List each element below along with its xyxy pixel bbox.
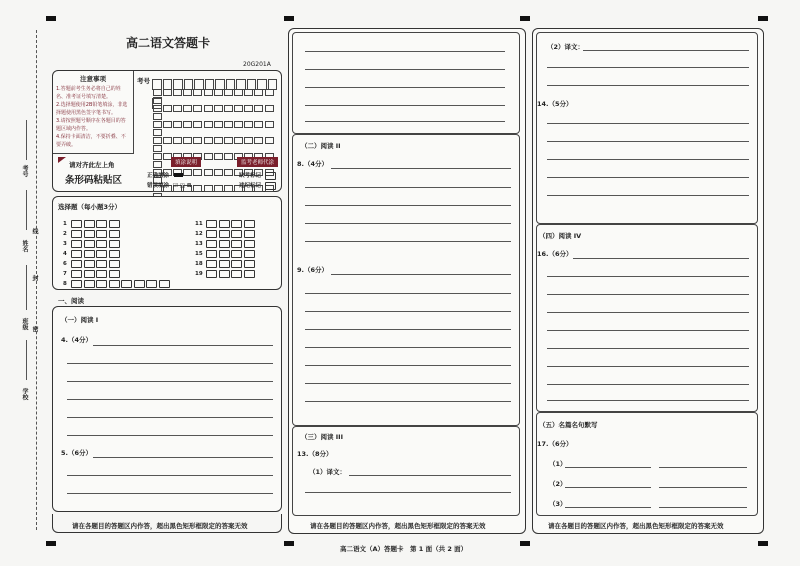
answer-line[interactable] — [331, 274, 511, 275]
wrong-fill-text: 错误填涂 — [147, 183, 170, 189]
correct-fill-label — [147, 171, 183, 179]
subsection-title: （四）阅读 IV — [539, 232, 582, 240]
answer-line[interactable] — [547, 141, 749, 142]
answer-line[interactable] — [547, 330, 749, 331]
answer-line[interactable] — [67, 475, 273, 476]
footer-warning: 请在各题目的答题区内作答，超出黑色矩形框限定的答案无效 — [548, 522, 724, 530]
middle-panel-reading3 — [292, 426, 520, 516]
answer-line[interactable] — [305, 51, 505, 52]
right-panel-quotes — [536, 412, 758, 516]
answer-line[interactable] — [305, 383, 511, 384]
answer-line[interactable] — [573, 258, 749, 259]
choice-right-column[interactable]: 11 12 13 15 18 19 — [195, 219, 256, 279]
answer-line[interactable] — [547, 400, 749, 401]
absent-mark-box[interactable] — [265, 172, 276, 180]
question-5-label: 5.（6分） — [61, 449, 93, 457]
answer-line[interactable] — [547, 294, 749, 295]
answer-line[interactable] — [547, 85, 749, 86]
notice-list — [53, 83, 133, 151]
answer-line[interactable] — [305, 223, 511, 224]
column-frame — [52, 514, 282, 533]
info-panel — [52, 70, 282, 192]
answer-line[interactable] — [547, 348, 749, 349]
registration-mark — [46, 541, 56, 546]
choice-panel — [52, 196, 282, 290]
side-label-kaohao: 考号 — [21, 165, 28, 177]
answer-line[interactable] — [305, 121, 505, 122]
notice-box — [53, 71, 134, 154]
middle-panel-top — [292, 32, 520, 134]
violation-mark-box[interactable] — [265, 182, 276, 190]
proctor-tag: 监考老师代涂 — [237, 157, 278, 167]
blank-1-label: （1） — [549, 460, 567, 468]
question-17-label: 17.（6分） — [537, 440, 573, 448]
answer-line[interactable] — [305, 347, 511, 348]
right-panel-top — [536, 32, 758, 224]
answer-line[interactable] — [565, 467, 651, 468]
question-13-1-label: （1）译文： — [309, 468, 347, 476]
answer-line[interactable] — [659, 487, 747, 488]
paper-code: 20G201A — [243, 61, 271, 68]
reading-panel-left — [52, 306, 282, 512]
answer-line[interactable] — [547, 384, 749, 385]
absent-mark-label — [239, 171, 277, 180]
notice-item: 3.请按照题号顺序在各题目的答题区域内作答。 — [56, 118, 126, 132]
answer-line[interactable] — [305, 293, 511, 294]
question-13-2-label: （2）译文： — [547, 43, 585, 51]
page-footer: 高二语文（A）答题卡 第 1 面（共 2 面） — [340, 545, 468, 553]
violation-mark-text: 违纪标记 — [239, 183, 262, 189]
page-title: 高二语文答题卡 — [126, 36, 211, 50]
side-underline — [26, 120, 27, 160]
barcode-hint: 请对齐此左上角 — [69, 161, 115, 169]
subsection-title: （一）阅读 I — [61, 316, 99, 324]
answer-line[interactable] — [305, 205, 511, 206]
blank-2-label: （2） — [549, 480, 567, 488]
notice-item: 1.答题前考生务必将自己的姓名、准考证号填写清楚。 — [56, 86, 121, 100]
subsection-title: （三）阅读 III — [301, 433, 344, 441]
side-label-mi: 密 — [31, 326, 38, 332]
barcode-corner-icon — [58, 157, 66, 163]
answer-line[interactable] — [305, 87, 505, 88]
answer-line[interactable] — [305, 311, 511, 312]
side-label-banji: 班级 — [21, 318, 28, 330]
answer-line[interactable] — [659, 507, 747, 508]
answer-line[interactable] — [547, 159, 749, 160]
notice-item: 2.选择题使用2B铅笔填涂，非选择题使用黑色签字笔书写。 — [56, 102, 128, 116]
registration-mark — [520, 541, 530, 546]
exam-number-label: 考号 — [137, 77, 150, 85]
wrong-fill-label — [147, 181, 192, 189]
answer-line[interactable] — [305, 329, 511, 330]
answer-line[interactable] — [305, 365, 511, 366]
answer-line[interactable] — [547, 276, 749, 277]
answer-line[interactable] — [305, 105, 505, 106]
violation-mark-label — [239, 181, 277, 190]
answer-line[interactable] — [305, 241, 511, 242]
notice-item: 4.保持卡面清洁，不要折叠、不要弄破。 — [56, 134, 126, 148]
answer-line[interactable] — [67, 399, 273, 400]
answer-line[interactable] — [349, 475, 511, 476]
answer-line[interactable] — [305, 492, 511, 493]
answer-line[interactable] — [547, 312, 749, 313]
registration-mark — [284, 541, 294, 546]
answer-line[interactable] — [547, 177, 749, 178]
question-14-label: 14.（5分） — [537, 100, 573, 108]
answer-line[interactable] — [547, 67, 749, 68]
subsection-title: （二）阅读 II — [301, 142, 341, 150]
footer-warning: 请在各题目的答题区内作答，超出黑色矩形框限定的答案无效 — [72, 522, 248, 530]
answer-line[interactable] — [331, 168, 511, 169]
choice-title: 选择题（每小题3分） — [58, 203, 122, 211]
side-underline — [26, 340, 27, 380]
answer-line[interactable] — [93, 457, 273, 458]
side-label-feng: 封 — [31, 275, 38, 281]
question-4-label: 4.（4分） — [61, 336, 93, 344]
middle-panel-reading2 — [292, 134, 520, 426]
answer-line[interactable] — [659, 467, 747, 468]
answer-line[interactable] — [67, 493, 273, 494]
registration-mark — [46, 16, 56, 21]
answer-line[interactable] — [565, 507, 651, 508]
registration-mark — [284, 16, 294, 21]
answer-line[interactable] — [93, 345, 273, 346]
answer-line[interactable] — [67, 381, 273, 382]
fill-instructions-tag: 填涂说明 — [171, 157, 201, 167]
correct-fill-text: 正确填涂 — [147, 173, 170, 179]
answer-line[interactable] — [305, 401, 511, 402]
notice-heading: 注意事项 — [80, 75, 106, 83]
answer-line[interactable] — [547, 366, 749, 367]
answer-line[interactable] — [67, 435, 273, 436]
answer-line[interactable] — [547, 123, 749, 124]
choice-left-column[interactable]: 1 2 3 4 6 7 8 — [63, 219, 171, 289]
right-panel-reading4 — [536, 224, 758, 412]
registration-mark — [520, 16, 530, 21]
question-8-label: 8.（4分） — [297, 160, 329, 168]
footer-warning: 请在各题目的答题区内作答，超出黑色矩形框限定的答案无效 — [310, 522, 486, 530]
answer-line[interactable] — [305, 187, 511, 188]
filled-bubble-icon — [174, 173, 183, 177]
registration-mark — [758, 16, 768, 21]
absent-mark-text: 缺考标记 — [239, 173, 262, 179]
answer-line[interactable] — [583, 50, 749, 51]
question-9-label: 9.（6分） — [297, 266, 329, 274]
registration-mark — [758, 541, 768, 546]
side-underline — [26, 265, 27, 310]
side-label-xian: 线 — [31, 228, 38, 234]
subsection-title: （五）名篇名句默写 — [539, 421, 598, 429]
answer-line[interactable] — [547, 195, 749, 196]
wrong-fill-samples-icon: ☑ ◫ ⊠ — [172, 183, 192, 189]
barcode-label: 条形码粘贴区 — [65, 175, 123, 186]
question-16-label: 16.（6分） — [537, 250, 573, 258]
side-label-xuexiao: 学校 — [21, 388, 28, 400]
blank-3-label: （3） — [549, 500, 567, 508]
question-13-label: 13.（8分） — [297, 450, 333, 458]
section-title: 一、阅读 — [58, 297, 84, 305]
side-label-xingming: 姓名 — [21, 240, 28, 252]
answer-line[interactable] — [565, 487, 651, 488]
answer-line[interactable] — [67, 417, 273, 418]
answer-line[interactable] — [305, 69, 505, 70]
side-underline — [26, 190, 27, 230]
answer-line[interactable] — [67, 363, 273, 364]
